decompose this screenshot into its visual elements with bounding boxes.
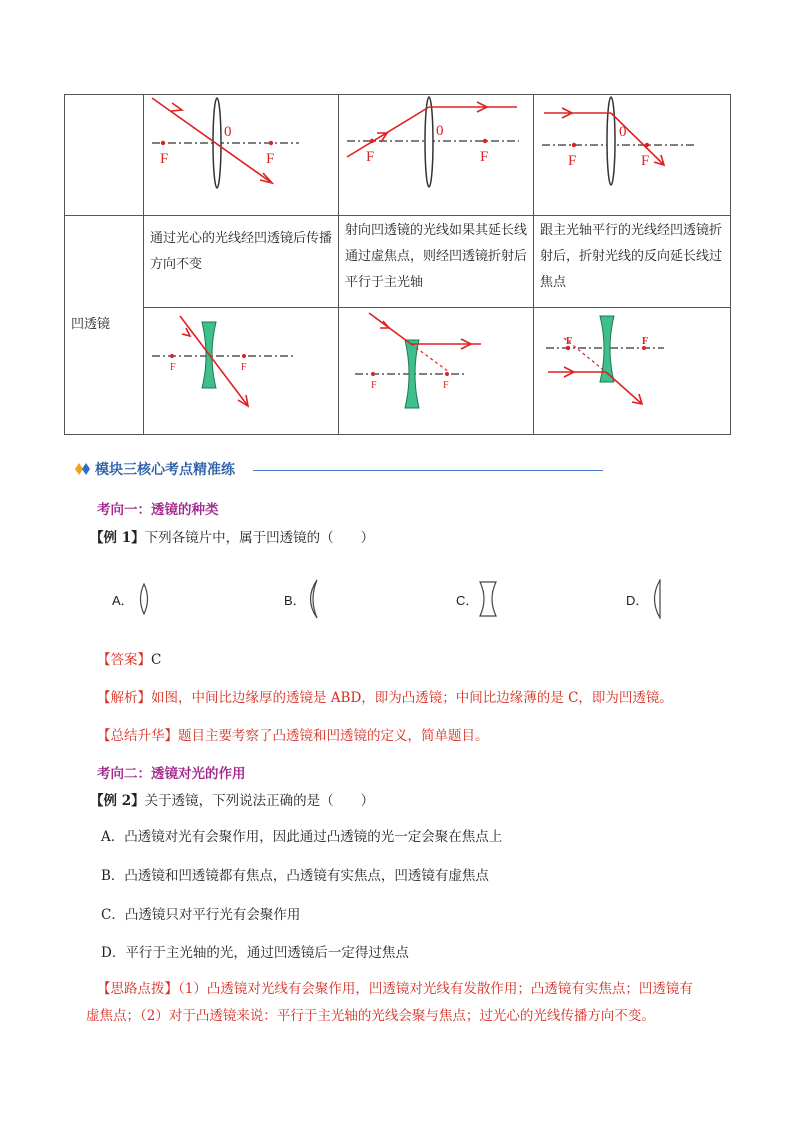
example-1-stem — [90, 526, 374, 546]
convex-focus-diagram — [339, 95, 534, 216]
concave-virtual-rule-cell — [339, 216, 534, 308]
focus-label: F — [241, 362, 247, 373]
header-rule — [253, 470, 603, 471]
example-1-question: 下列各镜片中，属于凹透镜的（ ） — [144, 530, 375, 546]
focus-label: F — [366, 149, 375, 165]
topic-1: 考向一：透镜的种类 — [97, 502, 219, 518]
option-d-label: D． — [626, 593, 649, 608]
analysis-text: 如图，中间比边缘厚的透镜是 ABD，即为凸透镜；中间比边缘薄的是 C，即为凹透镜。 — [151, 690, 673, 706]
summary-1 — [97, 724, 489, 744]
choice-c[interactable]: C．凸透镜只对平行光有会聚作用 — [101, 907, 301, 923]
biconcave-lens-icon — [478, 581, 498, 617]
option-b-label: B． — [284, 593, 306, 608]
diamond-icon — [75, 462, 91, 476]
option-c-label: C． — [456, 593, 479, 608]
option-a-label: A． — [112, 593, 134, 608]
concave-parallel-rule-cell — [534, 216, 731, 308]
plano-convex-lens-icon — [648, 579, 664, 619]
answer-value: C — [151, 652, 162, 668]
hint-line-1 — [97, 977, 737, 997]
answer-1 — [97, 648, 161, 668]
concave-virtual-rule: 射向凹透镜的光线如果其延长线通过虚焦点，则经凹透镜折射后平行于主光轴 — [345, 223, 528, 290]
choice-b[interactable]: B．凸透镜和凹透镜都有焦点，凸透镜有实焦点，凹透镜有虚焦点 — [101, 868, 489, 884]
example-2-stem — [90, 789, 374, 809]
lens-options — [112, 583, 692, 619]
concave-center-diagram — [144, 308, 339, 435]
origin-label: 0 — [436, 123, 444, 139]
focus-label: F — [480, 149, 489, 165]
example-2-tag: 【例 2】 — [90, 793, 145, 809]
focus-label: F — [160, 151, 169, 167]
origin-label: 0 — [224, 124, 232, 140]
focus-label: F — [568, 153, 577, 169]
example-1-tag: 【例 1】 — [90, 530, 145, 546]
concave-parallel-diagram — [534, 308, 731, 435]
focus-label: F — [170, 362, 176, 373]
choice-a[interactable]: A．凸透镜对光有会聚作用，因此通过凸透镜的光一定会聚在焦点上 — [101, 829, 503, 845]
lens-table — [64, 94, 731, 435]
choice-d[interactable]: D．平行于主光轴的光，通过凹透镜后一定得过焦点 — [101, 945, 409, 961]
summary-tag: 【总结升华】 — [97, 728, 178, 744]
concave-label-cell — [65, 216, 144, 435]
topic-2: 考向二：透镜对光的作用 — [97, 766, 246, 782]
summary-text: 题目主要考察了凸透镜和凹透镜的定义，简单题目。 — [178, 728, 489, 744]
concave-center-rule: 通过光心的光线经凹透镜后传播方向不变 — [150, 231, 333, 272]
convex-center-diagram — [144, 95, 339, 216]
focus-label: F — [641, 153, 650, 169]
analysis-1 — [97, 686, 673, 706]
row-convex-label-cell — [65, 95, 144, 216]
concave-virtual-diagram — [339, 308, 534, 435]
origin-label: 0 — [619, 124, 627, 140]
focus-label: F — [642, 336, 649, 347]
hint-line-2: 虚焦点；（2）对于凸透镜来说：平行于主光轴的光线会聚与焦点；过光心的光线传播方向不变。 — [86, 1008, 655, 1024]
hint-text-1: （1）凸透镜对光线有会聚作用，凹透镜对光线有发散作用；凸透镜有实焦点；凹透镜有 — [178, 981, 693, 997]
focus-label: F — [266, 151, 275, 167]
module-header — [75, 458, 605, 480]
meniscus-lens-icon — [304, 579, 322, 619]
focus-label: F — [443, 380, 449, 391]
focus-label: F — [371, 380, 377, 391]
example-2-question: 关于透镜，下列说法正确的是（ ） — [144, 793, 375, 809]
concave-center-rule-cell — [144, 216, 339, 308]
biconvex-lens-icon — [136, 583, 152, 615]
module-title: 模块三核心考点精准练 — [95, 462, 235, 478]
concave-label: 凹透镜 — [71, 317, 111, 332]
analysis-tag: 【解析】 — [97, 690, 151, 706]
hint-tag: 【思路点拨】 — [97, 981, 178, 997]
answer-tag: 【答案】 — [97, 652, 151, 668]
convex-parallel-diagram — [534, 95, 731, 216]
focus-label: F — [566, 336, 573, 347]
concave-parallel-rule: 跟主光轴平行的光线经凹透镜折射后，折射光线的反向延长线过焦点 — [540, 223, 723, 290]
